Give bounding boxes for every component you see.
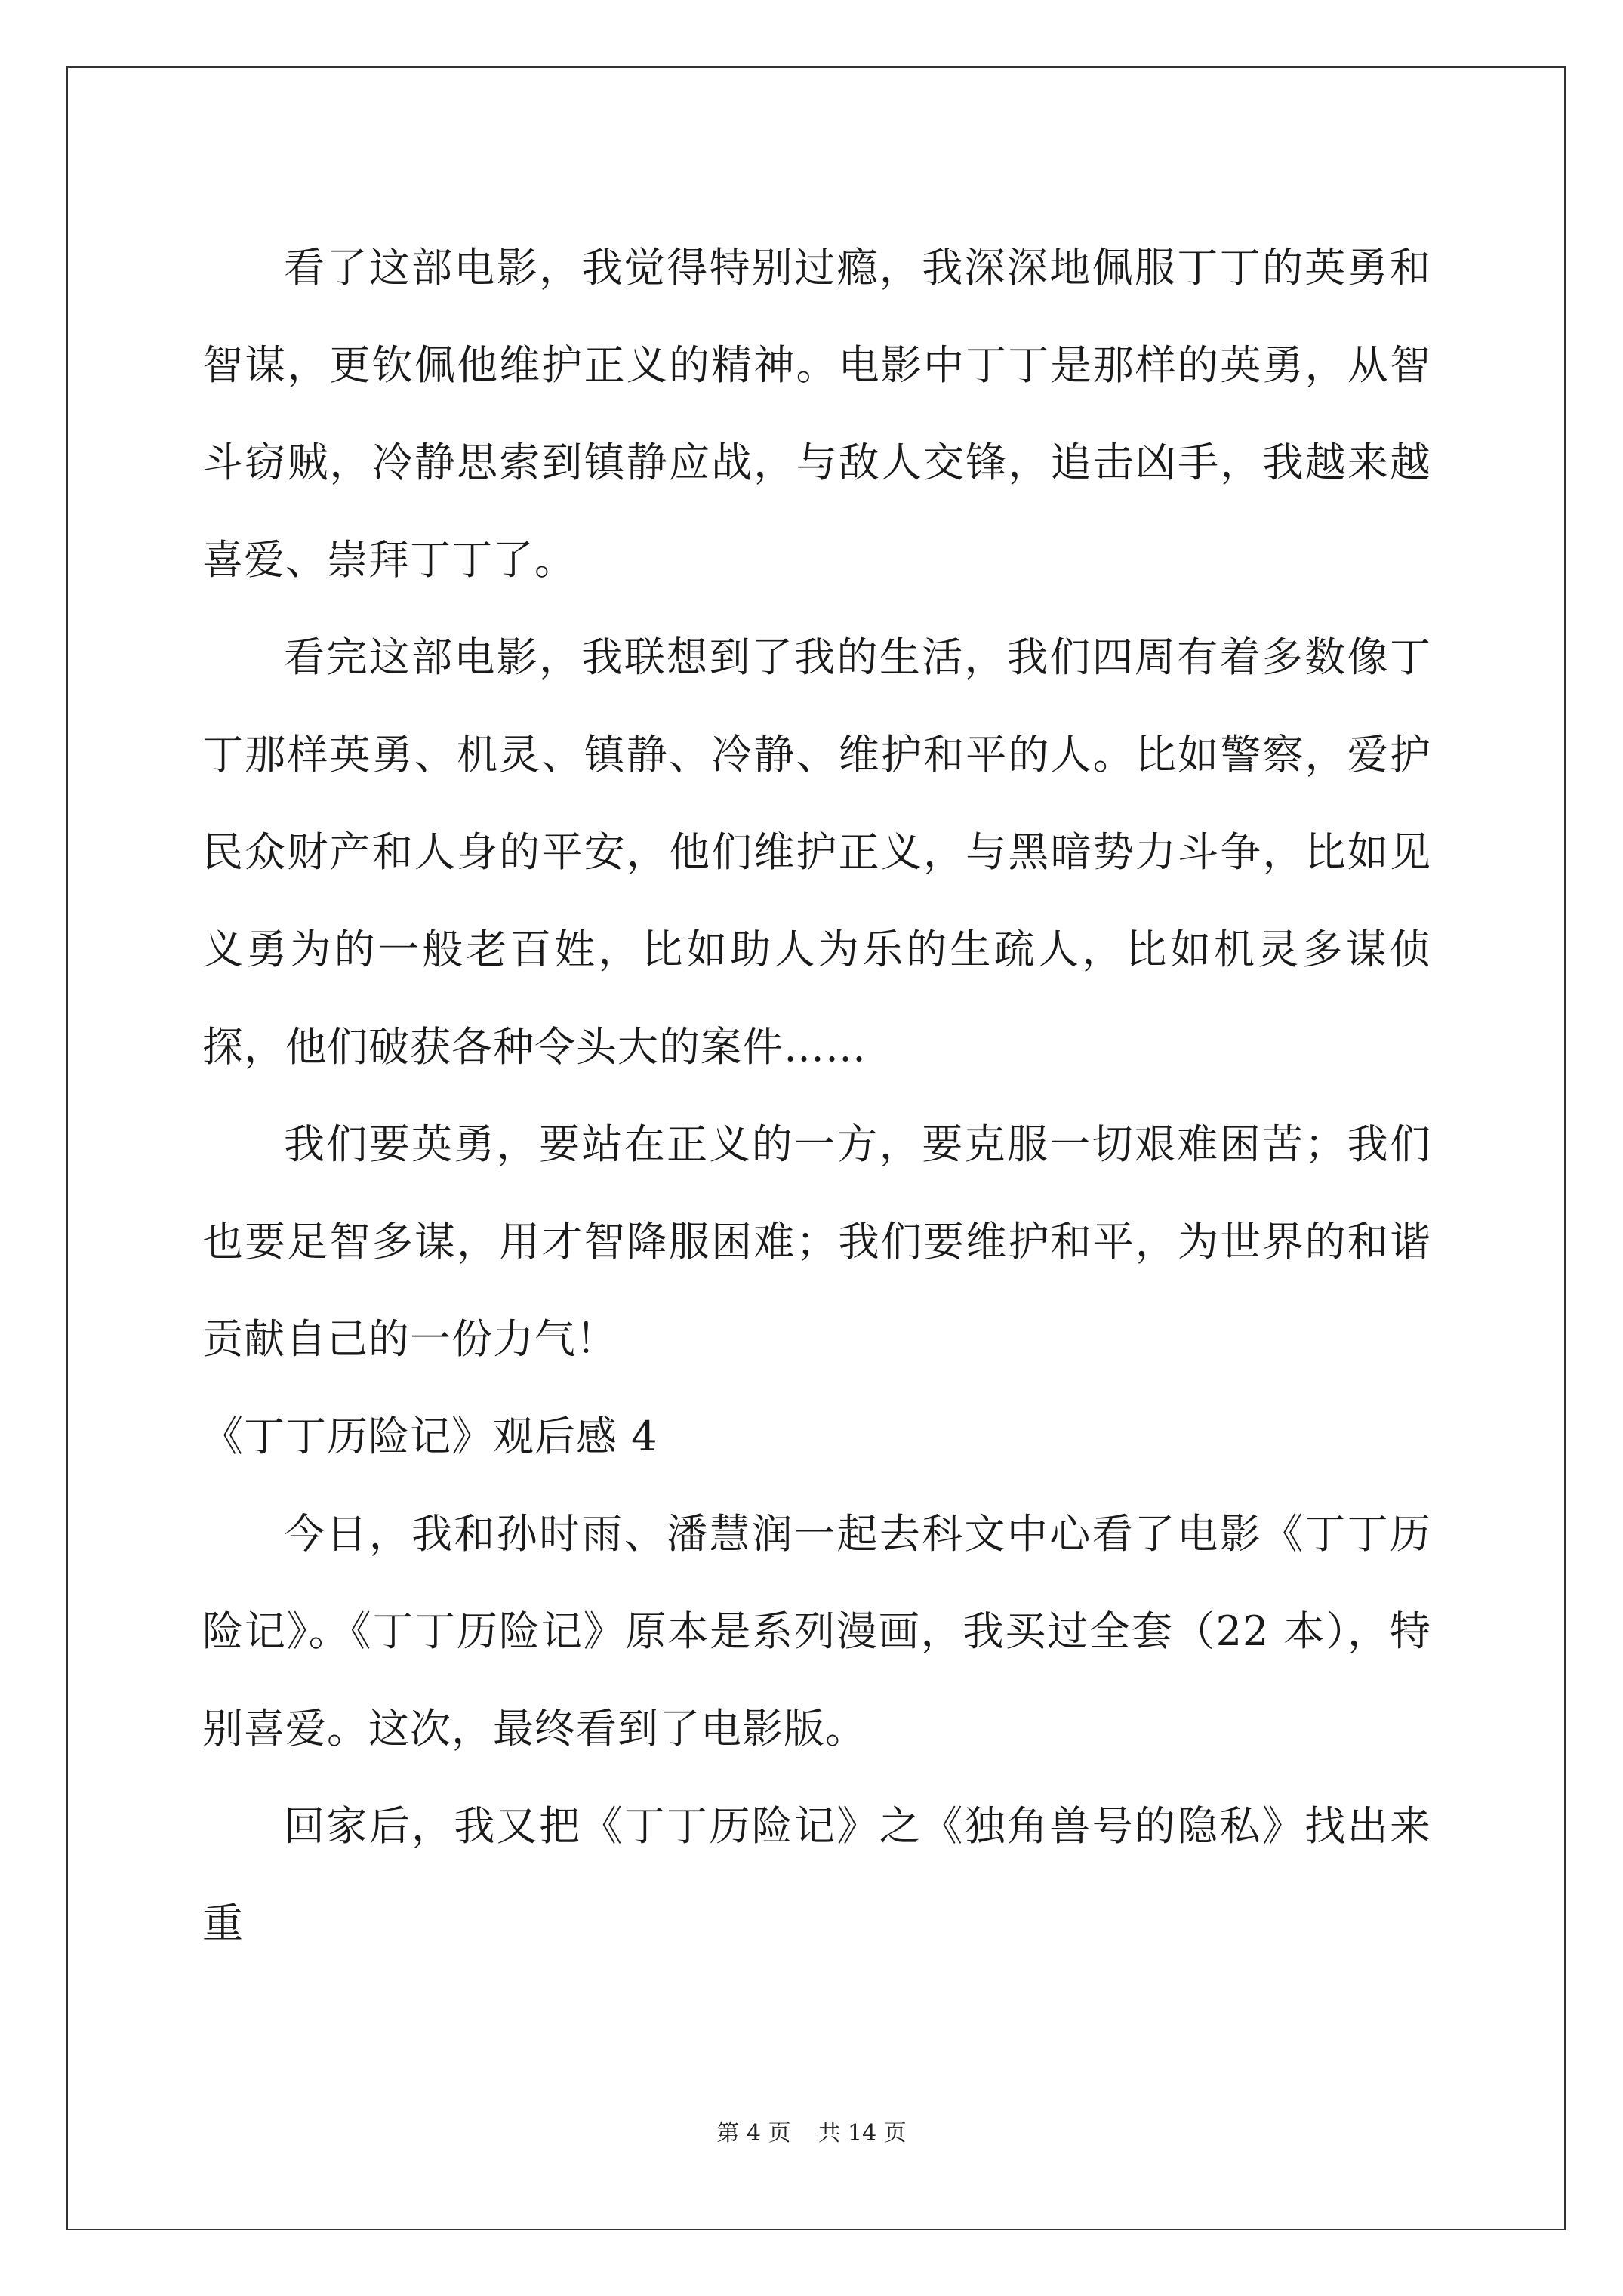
section-heading: 《丁丁历险记》观后感 4 <box>202 1413 658 1460</box>
page-footer <box>0 2114 1623 2147</box>
paragraph-1: 看了这部电影，我觉得特别过瘾，我深深地佩服丁丁的英勇和智谋，更钦佩他维护正义的精神。电影中丁丁是那样的英勇，从智斗窃贼，冷静思索到镇静应战，与敌人交锋，追击凶手，我越来越喜爱、崇拜丁丁了。 <box>202 244 1431 584</box>
paragraph-5: 回家后，我又把《丁丁历险记》之《独角兽号的隐私》找出来重 <box>202 1802 1431 1947</box>
page-number: 第 4 页 <box>716 2120 791 2147</box>
page-total: 共 14 页 <box>818 2120 907 2147</box>
document-body <box>202 219 1431 1972</box>
paragraph-3: 我们要英勇，要站在正义的一方，要克服一切艰难困苦；我们也要足智多谋，用才智降服困难；我们要维护和平，为世界的和谐贡献自己的一份力气！ <box>202 1120 1431 1363</box>
paragraph-2: 看完这部电影，我联想到了我的生活，我们四周有着多数像丁丁那样英勇、机灵、镇静、冷静、维护和平的人。比如警察，爱护民众财产和人身的平安，他们维护正义，与黑暗势力斗争，比如见义勇为的一般老百姓，比如助人为乐的生疏人，比如机灵多谋侦探，他们破获各种令头大的案件…… <box>202 633 1431 1071</box>
paragraph-4: 今日，我和孙时雨、潘慧润一起去科文中心看了电影《丁丁历险记》。《丁丁历险记》原本是系列漫画，我买过全套（22 本），特别喜爱。这次，最终看到了电影版。 <box>202 1510 1431 1752</box>
